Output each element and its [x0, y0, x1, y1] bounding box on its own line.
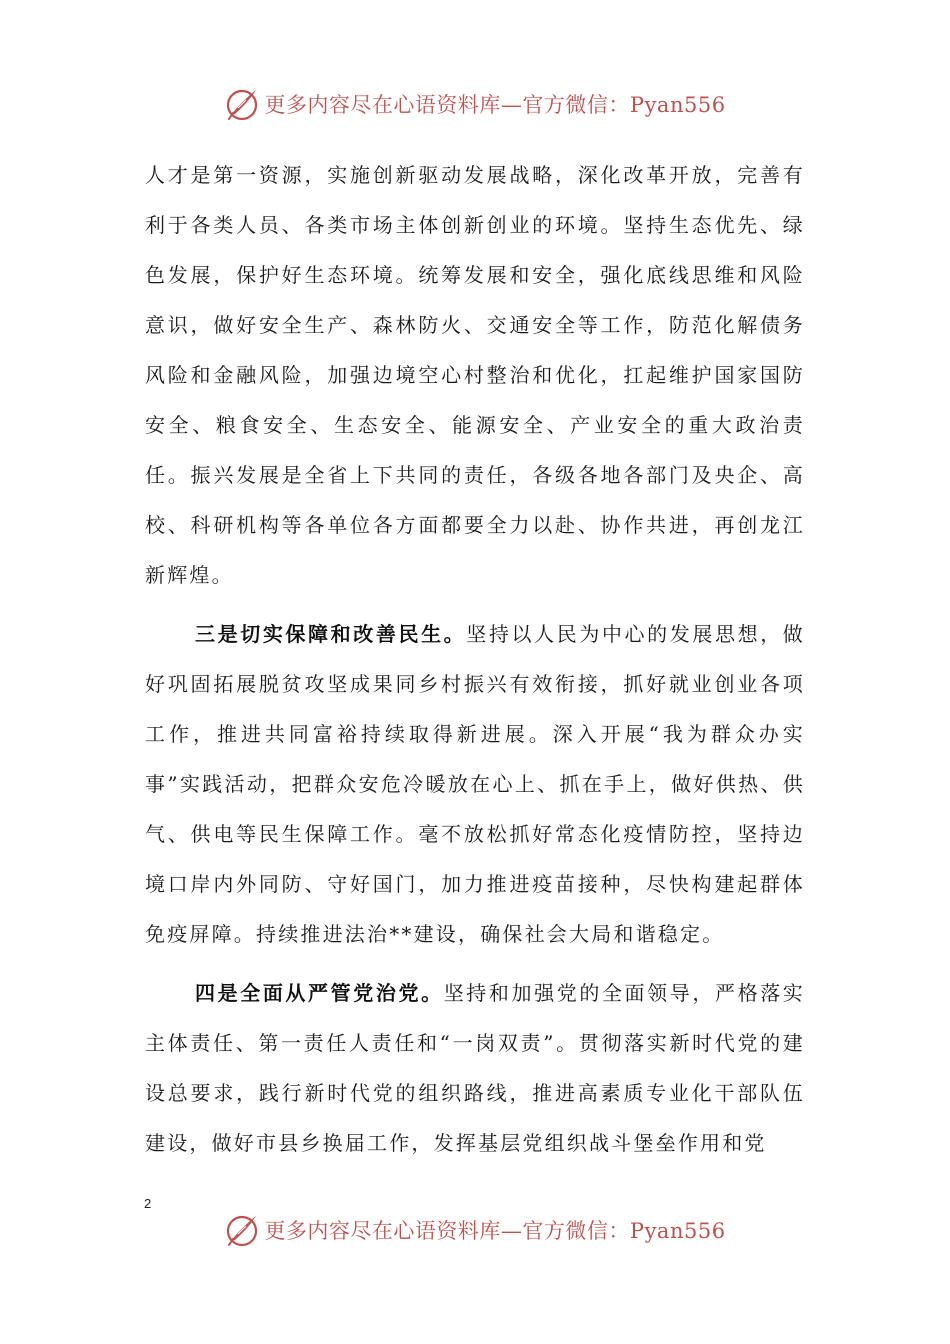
header-banner-text: 更多内容尽在心语资料库—官方微信：Pyan556	[264, 93, 726, 117]
paragraph-3-text: 坚持和加强党的全面领导，严格落实主体责任、第一责任人责任和“一岗双责”。贯彻落实新时代党的建设总要求，践行新时代党的组织路线，推进高素质专业化干部队伍建设，做好市县乡换届工作，发挥基层党组织战斗堡垒作用和党	[145, 981, 805, 1155]
paragraph-1	[145, 150, 805, 600]
page-number: 2	[144, 1196, 152, 1211]
paragraph-1-text: 人才是第一资源，实施创新驱动发展战略，深化改革开放，完善有利于各类人员、各类市场主体创新创业的环境。坚持生态优先、绿色发展，保护好生态环境。统筹发展和安全，强化底线思维和风险意识，做好安全生产、森林防火、交通安全等工作，防范化解债务风险和金融风险，加强边境空心村整治和优化，扛起维护国家国防安全、粮食安全、生态安全、能源安全、产业安全的重大政治责任。振兴发展是全省上下共同的责任，各级各地各部门及央企、高校、科研机构等各单位各方面都要全力以赴、协作共进，再创龙江新辉煌。	[145, 163, 805, 587]
footer-banner	[0, 1208, 950, 1252]
paragraph-2-heading: 三是切实保障和改善民生。	[195, 622, 467, 646]
header-banner	[0, 82, 950, 126]
paragraph-2-text: 坚持以人民为中心的发展思想，做好巩固拓展脱贫攻坚成果同乡村振兴有效衔接，抓好就业创业各项工作，推进共同富裕持续取得新进展。深入开展“我为群众办实事”实践活动，把群众安危冷暖放在心上、抓在手上，做好供热、供气、供电等民生保障工作。毫不放松抓好常态化疫情防控，坚持边境口岸内外同防、守好国门，加力推进疫苗接种，尽快构建起群体免疫屏障。持续推进法治**建设，确保社会大局和谐稳定。	[145, 622, 806, 946]
quill-pen-logo-icon	[224, 86, 260, 122]
paragraph-3-heading: 四是全面从严管党治党。	[195, 981, 444, 1005]
paragraph-2	[145, 609, 805, 959]
quill-pen-logo-icon	[224, 1212, 260, 1248]
paragraph-3	[145, 968, 805, 1168]
footer-banner-text: 更多内容尽在心语资料库—官方微信：Pyan556	[264, 1219, 726, 1243]
document-body	[145, 150, 805, 1168]
